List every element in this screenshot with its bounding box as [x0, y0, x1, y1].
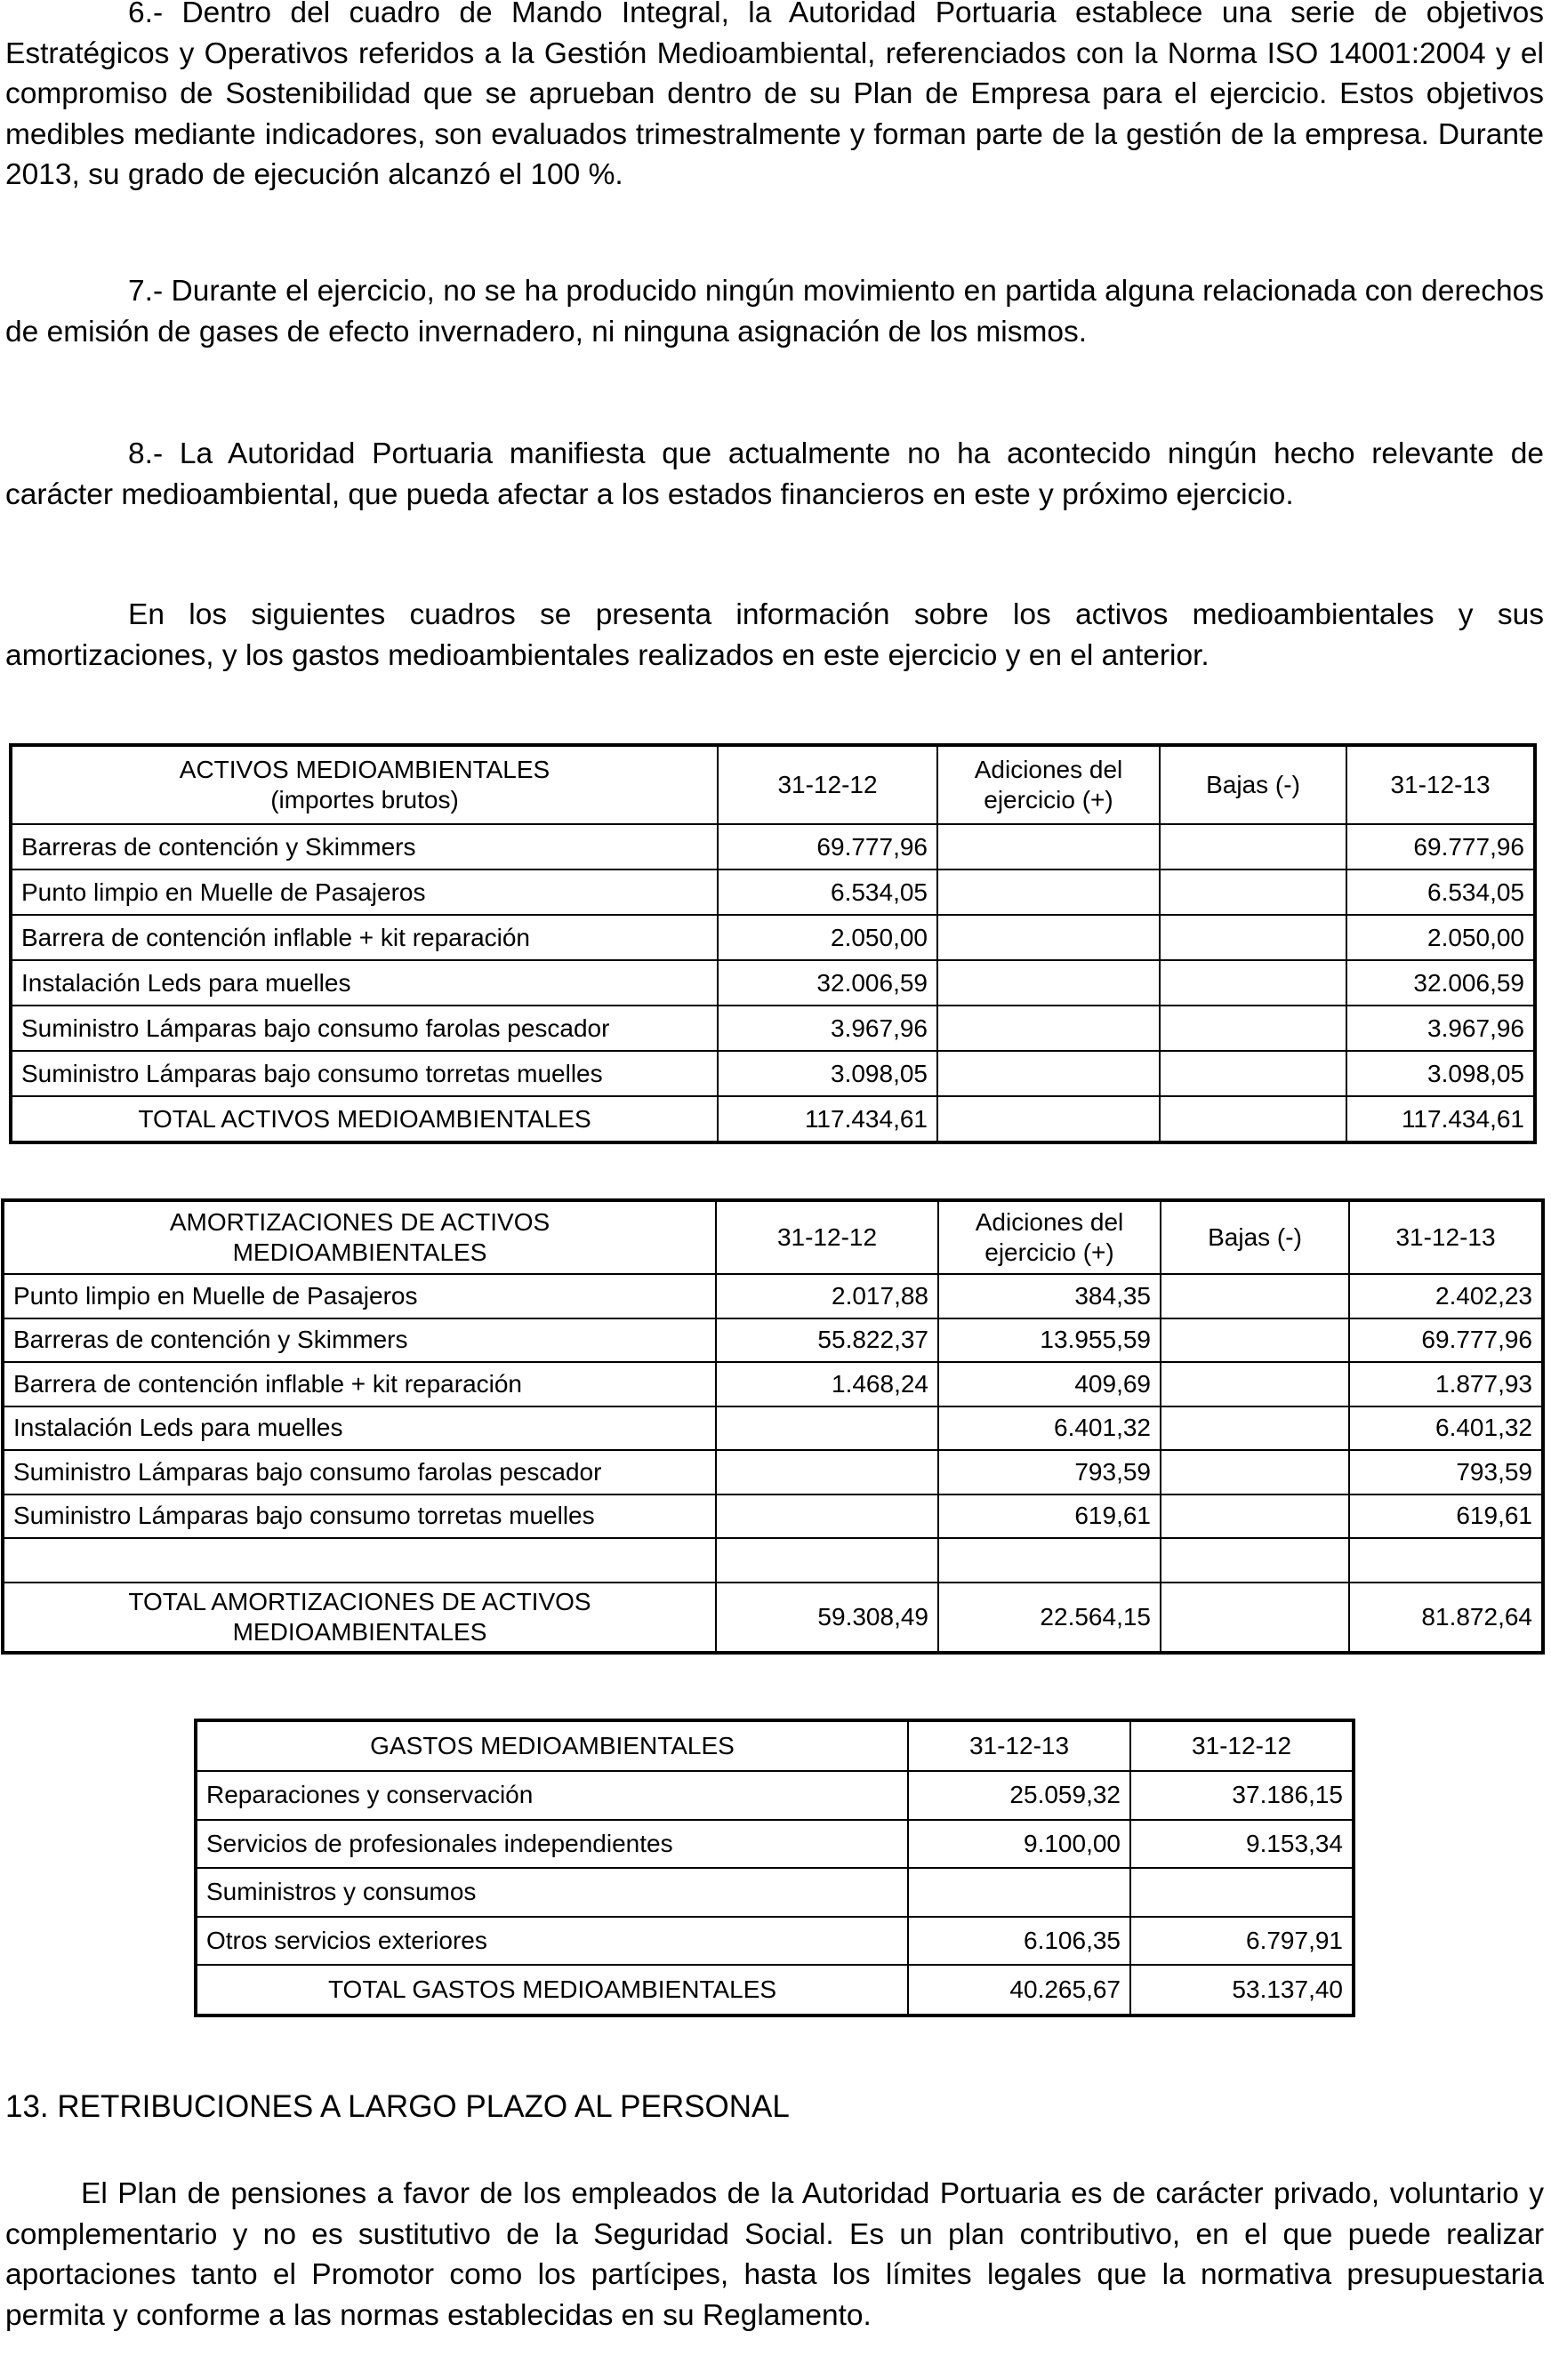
- activos-cell: 6.534,05: [1346, 869, 1534, 915]
- amortizaciones-cell: 384,35: [938, 1274, 1161, 1318]
- activos-row: [12, 824, 1534, 869]
- activos-row: [12, 960, 1534, 1006]
- amortizaciones-cell: 1.468,24: [716, 1362, 938, 1406]
- paragraph-7-text: 7.- Durante el ejercicio, no se ha producido ningún movimiento en partida alguna relacionada con derechos de emisión de gases de efecto invernadero, ni ninguna asignación de los mismos.: [5, 275, 1544, 349]
- amortizaciones-total-31-12-12: 59.308,49: [716, 1583, 938, 1652]
- gastos-row: [197, 1771, 1353, 1820]
- amortizaciones-cell: 13.955,59: [938, 1318, 1161, 1363]
- amortizaciones-cell: [716, 1538, 938, 1583]
- amortizaciones-cell: [1161, 1495, 1349, 1539]
- paragraph-pension-plan-text: El Plan de pensiones a favor de los empleados de la Autoridad Portuaria es de carácter privado, voluntario y complementario y no es sustitutivo de la Seguridad Social. Es un plan contributivo, en el que puede realizar aportaciones tanto el Promotor como los partícipes, hasta los límites legales que la normativa presupuestaria permita y conforme a las normas establecidas en su Reglamento.: [5, 2177, 1544, 2332]
- gastos-row: [197, 1917, 1353, 1966]
- activos-header-bajas: Bajas (-): [1160, 746, 1346, 824]
- activos-total-adiciones: [937, 1096, 1160, 1142]
- activos-row: [12, 1006, 1534, 1051]
- activos-cell: [937, 824, 1160, 869]
- gastos-cell: 37.186,15: [1130, 1771, 1353, 1820]
- amortizaciones-row: [4, 1495, 1542, 1539]
- activos-cell: 2.050,00: [1346, 915, 1534, 960]
- amortizaciones-cell: Barreras de contención y Skimmers: [4, 1318, 716, 1363]
- amortizaciones-cell: [716, 1495, 938, 1539]
- amortizaciones-cell: 55.822,37: [716, 1318, 938, 1363]
- amortizaciones-cell: 69.777,96: [1349, 1318, 1542, 1363]
- amortizaciones-cell: [716, 1406, 938, 1451]
- activos-cell: [1160, 1051, 1346, 1096]
- activos-cell: 3.967,96: [1346, 1006, 1534, 1051]
- amortizaciones-total-row: [4, 1583, 1542, 1652]
- activos-total-bajas: [1160, 1096, 1346, 1142]
- amortizaciones-cell: 1.877,93: [1349, 1362, 1542, 1406]
- activos-header-concept: ACTIVOS MEDIOAMBIENTALES (importes brutos): [12, 746, 718, 824]
- amortizaciones-row: [4, 1318, 1542, 1363]
- amortizaciones-header-concept: AMORTIZACIONES DE ACTIVOS MEDIOAMBIENTALES: [4, 1201, 716, 1274]
- amortizaciones-cell: [4, 1538, 716, 1583]
- amortizaciones-header-31-12-12: 31-12-12: [716, 1201, 938, 1274]
- gastos-cell: Reparaciones y conservación: [197, 1771, 908, 1820]
- activos-cell: [937, 915, 1160, 960]
- activos-cell: [937, 1006, 1160, 1051]
- gastos-total-31-12-13: 40.265,67: [908, 1965, 1130, 2015]
- activos-cell: Barrera de contención inflable + kit reparación: [12, 915, 718, 960]
- paragraph-8-text: 8.- La Autoridad Portuaria manifiesta que actualmente no ha acontecido ningún hecho relevante de carácter medioambiental, que pueda afectar a los estados financieros en este y próximo ejercicio.: [5, 437, 1544, 511]
- gastos-header-concept: GASTOS MEDIOAMBIENTALES: [197, 1721, 908, 1771]
- amortizaciones-cell: [1161, 1538, 1349, 1583]
- gastos-cell: 6.106,35: [908, 1917, 1130, 1966]
- amortizaciones-row: [4, 1362, 1542, 1406]
- gastos-cell: 25.059,32: [908, 1771, 1130, 1820]
- gastos-cell: Otros servicios exteriores: [197, 1917, 908, 1966]
- amortizaciones-total-label: TOTAL AMORTIZACIONES DE ACTIVOS MEDIOAMBIENTALES: [4, 1583, 716, 1652]
- gastos-cell: Servicios de profesionales independientes: [197, 1820, 908, 1869]
- amortizaciones-cell: [1161, 1406, 1349, 1451]
- amortizaciones-header-adiciones: Adiciones del ejercicio (+): [938, 1201, 1161, 1274]
- gastos-cell: 9.100,00: [908, 1820, 1130, 1869]
- activos-cell: Punto limpio en Muelle de Pasajeros: [12, 869, 718, 915]
- amortizaciones-cell: [1349, 1538, 1542, 1583]
- activos-cell: [937, 1051, 1160, 1096]
- activos-total-row: [12, 1096, 1534, 1142]
- gastos-cell: [908, 1868, 1130, 1917]
- gastos-total-31-12-12: 53.137,40: [1130, 1965, 1353, 2015]
- paragraph-intro-tables: [5, 595, 1544, 676]
- activos-cell: 32.006,59: [1346, 960, 1534, 1006]
- amortizaciones-table: [3, 1200, 1543, 1653]
- amortizaciones-cell: [1161, 1450, 1349, 1495]
- activos-cell: 6.534,05: [718, 869, 937, 915]
- activos-row: [12, 869, 1534, 915]
- amortizaciones-cell: 6.401,32: [1349, 1406, 1542, 1451]
- activos-header-31-12-13: 31-12-13: [1346, 746, 1534, 824]
- amortizaciones-header-row: [4, 1201, 1542, 1274]
- amortizaciones-cell: [1161, 1318, 1349, 1363]
- amortizaciones-cell: Instalación Leds para muelles: [4, 1406, 716, 1451]
- activos-cell: [1160, 960, 1346, 1006]
- gastos-row: [197, 1868, 1353, 1917]
- activos-cell: [1160, 824, 1346, 869]
- amortizaciones-cell: [716, 1450, 938, 1495]
- gastos-cell: [1130, 1868, 1353, 1917]
- paragraph-6-text: 6.- Dentro del cuadro de Mando Integral, la Autoridad Portuaria establece una serie de objetivos Estratégicos y Operativos referidos a la Gestión Medioambiental, referenciados con la Norma ISO 14001:2004 y el compromiso de Sostenibilidad que se aprueban dentro de su Plan de Empresa para el ejercicio. Estos objetivos medibles mediante indicadores, son evaluados trimestralmente y forman parte de la gestión de la empresa. Durante 2013, su grado de ejecución alcanzó el 100 %.: [5, 0, 1544, 191]
- paragraph-intro-text: En los siguientes cuadros se presenta información sobre los activos medioambientales y sus amortizaciones, y los gastos medioambientales realizados en este ejercicio y en el anterior.: [5, 598, 1544, 672]
- amortizaciones-cell: 2.402,23: [1349, 1274, 1542, 1318]
- activos-total-label: TOTAL ACTIVOS MEDIOAMBIENTALES: [12, 1096, 718, 1142]
- activos-header-31-12-12: 31-12-12: [718, 746, 937, 824]
- activos-cell: 3.967,96: [718, 1006, 937, 1051]
- paragraph-6: [5, 0, 1544, 196]
- amortizaciones-cell: [1161, 1274, 1349, 1318]
- amortizaciones-cell: 793,59: [1349, 1450, 1542, 1495]
- amortizaciones-cell: 619,61: [938, 1495, 1161, 1539]
- amortizaciones-header-31-12-13: 31-12-13: [1349, 1201, 1542, 1274]
- section-title: 13. RETRIBUCIONES A LARGO PLAZO AL PERSONAL: [5, 2089, 790, 2124]
- activos-total-31-12-13: 117.434,61: [1346, 1096, 1534, 1142]
- activos-cell: 3.098,05: [718, 1051, 937, 1096]
- activos-cell: 3.098,05: [1346, 1051, 1534, 1096]
- amortizaciones-cell: [938, 1538, 1161, 1583]
- amortizaciones-total-31-12-13: 81.872,64: [1349, 1583, 1542, 1652]
- amortizaciones-cell: 2.017,88: [716, 1274, 938, 1318]
- amortizaciones-cell: 6.401,32: [938, 1406, 1161, 1451]
- activos-medioambientales-table: [11, 745, 1535, 1142]
- amortizaciones-cell: 793,59: [938, 1450, 1161, 1495]
- amortizaciones-cell: Suministro Lámparas bajo consumo torretas muelles: [4, 1495, 716, 1539]
- paragraph-8: [5, 434, 1544, 515]
- activos-header-adiciones: Adiciones del ejercicio (+): [937, 746, 1160, 824]
- gastos-total-row: [197, 1965, 1353, 2015]
- amortizaciones-cell: 409,69: [938, 1362, 1161, 1406]
- amortizaciones-row: [4, 1450, 1542, 1495]
- paragraph-pension-plan: [5, 2174, 1544, 2336]
- activos-cell: Suministro Lámparas bajo consumo torretas muelles: [12, 1051, 718, 1096]
- gastos-cell: 6.797,91: [1130, 1917, 1353, 1966]
- activos-cell: Barreras de contención y Skimmers: [12, 824, 718, 869]
- activos-cell: [1160, 1006, 1346, 1051]
- gastos-header-31-12-12: 31-12-12: [1130, 1721, 1353, 1771]
- activos-cell: Suministro Lámparas bajo consumo farolas pescador: [12, 1006, 718, 1051]
- amortizaciones-total-adiciones: 22.564,15: [938, 1583, 1161, 1652]
- activos-row: [12, 915, 1534, 960]
- amortizaciones-cell: Punto limpio en Muelle de Pasajeros: [4, 1274, 716, 1318]
- gastos-cell: Suministros y consumos: [197, 1868, 908, 1917]
- gastos-medioambientales-table: [196, 1720, 1354, 2015]
- activos-cell: 69.777,96: [718, 824, 937, 869]
- activos-cell: [937, 869, 1160, 915]
- gastos-row: [197, 1820, 1353, 1869]
- activos-cell: [937, 960, 1160, 1006]
- activos-row: [12, 1051, 1534, 1096]
- amortizaciones-row: [4, 1274, 1542, 1318]
- gastos-header-row: [197, 1721, 1353, 1771]
- amortizaciones-cell: Suministro Lámparas bajo consumo farolas pescador: [4, 1450, 716, 1495]
- amortizaciones-total-bajas: [1161, 1583, 1349, 1652]
- activos-cell: [1160, 869, 1346, 915]
- activos-cell: 2.050,00: [718, 915, 937, 960]
- amortizaciones-row: [4, 1406, 1542, 1451]
- activos-total-31-12-12: 117.434,61: [718, 1096, 937, 1142]
- amortizaciones-cell: 619,61: [1349, 1495, 1542, 1539]
- activos-cell: Instalación Leds para muelles: [12, 960, 718, 1006]
- paragraph-7: [5, 271, 1544, 352]
- activos-cell: [1160, 915, 1346, 960]
- gastos-total-label: TOTAL GASTOS MEDIOAMBIENTALES: [197, 1965, 908, 2015]
- amortizaciones-cell: Barrera de contención inflable + kit reparación: [4, 1362, 716, 1406]
- gastos-header-31-12-13: 31-12-13: [908, 1721, 1130, 1771]
- amortizaciones-row: [4, 1538, 1542, 1583]
- activos-cell: 69.777,96: [1346, 824, 1534, 869]
- gastos-cell: 9.153,34: [1130, 1820, 1353, 1869]
- amortizaciones-cell: [1161, 1362, 1349, 1406]
- activos-cell: 32.006,59: [718, 960, 937, 1006]
- activos-header-row: [12, 746, 1534, 824]
- amortizaciones-header-bajas: Bajas (-): [1161, 1201, 1349, 1274]
